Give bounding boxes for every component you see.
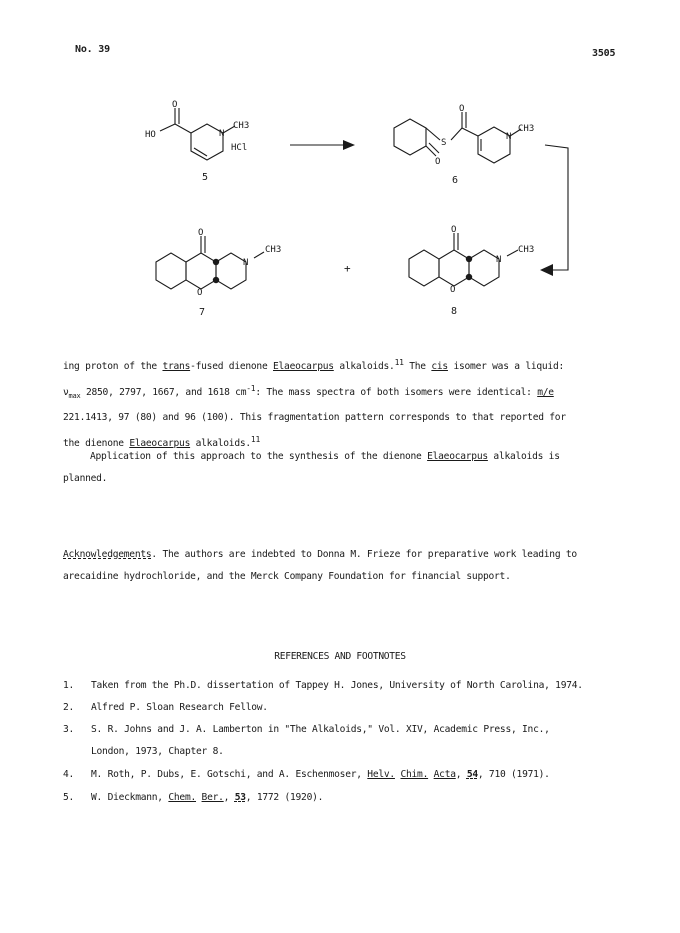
acknowledgements bbox=[63, 544, 619, 588]
atom-hcl: HCl bbox=[231, 143, 248, 153]
atom-o-5: O bbox=[172, 100, 178, 110]
ack-heading: Acknowledgements bbox=[63, 549, 152, 560]
reaction-scheme bbox=[0, 0, 680, 340]
reference-2: 2. Alfred P. Sloan Research Fellow. bbox=[63, 702, 268, 713]
atom-o-7a: O bbox=[198, 228, 204, 238]
atom-ch3-8: CH3 bbox=[518, 245, 535, 255]
ack-line2: arecaidine hydrochloride, and the Merck Company Foundation for financial support. bbox=[63, 571, 511, 582]
para2-line2: planned. bbox=[63, 473, 108, 484]
para1-line2: $\nu_{max}$ 2850, 2797, 1667, and 1618 $cm^{-1}$: The mass spectra of both isomers were identical: m/e bbox=[63, 384, 554, 401]
paragraph-spectral-data bbox=[63, 352, 619, 455]
atom-n-8: N bbox=[496, 255, 502, 265]
ack-line1: Acknowledgements. The authors are indebted to Donna M. Frieze for preparative work leading to bbox=[63, 549, 577, 560]
para2-line1: Application of this approach to the synthesis of the dienone Elaeocarpus alkaloids is bbox=[90, 451, 560, 462]
para1-line1: ing proton of the trans-fused dienone Elaeocarpus alkaloids.$^{11}$ The cis isomer was a liquid: bbox=[63, 358, 564, 373]
para1-line4: the dienone Elaeocarpus alkaloids.$^{11}$ bbox=[63, 435, 261, 450]
compound-label-8: 8 bbox=[451, 306, 458, 317]
atom-o-8a: O bbox=[451, 225, 457, 235]
compound-6-structure bbox=[394, 112, 521, 163]
atom-s: S bbox=[441, 138, 447, 148]
atom-ch3-7: CH3 bbox=[265, 245, 282, 255]
atom-ch3-5: CH3 bbox=[233, 121, 250, 131]
atom-ho: HO bbox=[145, 130, 156, 140]
reference-3: 3. S. R. Johns and J. A. Lamberton in "The Alkaloids," Vol. XIV, Academic Press, Inc., London, 1973, Chapter 8. bbox=[63, 724, 550, 757]
plus-sign: + bbox=[344, 262, 351, 275]
atom-n-5: N bbox=[219, 129, 225, 139]
atom-o-6b: O bbox=[435, 157, 441, 167]
reference-5: 5. W. Dieckmann, Chem. Ber., 53, 1772 (1920). bbox=[63, 792, 324, 803]
reference-4: 4. M. Roth, P. Dubs, E. Gotschi, and A. Eschenmoser, Helv. Chim. Acta, 54, 710 (1971). bbox=[63, 769, 550, 780]
compound-8-structure bbox=[409, 233, 518, 286]
atom-o-8b: O bbox=[450, 285, 456, 295]
compound-label-5: 5 bbox=[202, 172, 209, 183]
journal-number: No. 39 bbox=[75, 44, 110, 55]
page-number: 3505 bbox=[592, 48, 616, 59]
atom-o-7b: O bbox=[197, 288, 203, 298]
atom-ch3-6: CH3 bbox=[518, 124, 535, 134]
atom-n-6: N bbox=[506, 132, 512, 142]
reference-1: 1. Taken from the Ph.D. dissertation of Tappey H. Jones, University of North Carolina, 1974. bbox=[63, 680, 583, 691]
para1-line3: 221.1413, 97 (80) and 96 (100). This fragmentation pattern corresponds to that reported for bbox=[63, 412, 566, 424]
atom-o-6a: O bbox=[459, 104, 465, 114]
paragraph-application bbox=[63, 446, 619, 490]
compound-label-7: 7 bbox=[199, 307, 206, 318]
atom-n-7: N bbox=[243, 258, 249, 268]
references-title: REFERENCES AND FOOTNOTES bbox=[274, 651, 406, 662]
reaction-arrow-2 bbox=[545, 145, 568, 270]
compound-label-6: 6 bbox=[452, 175, 459, 186]
